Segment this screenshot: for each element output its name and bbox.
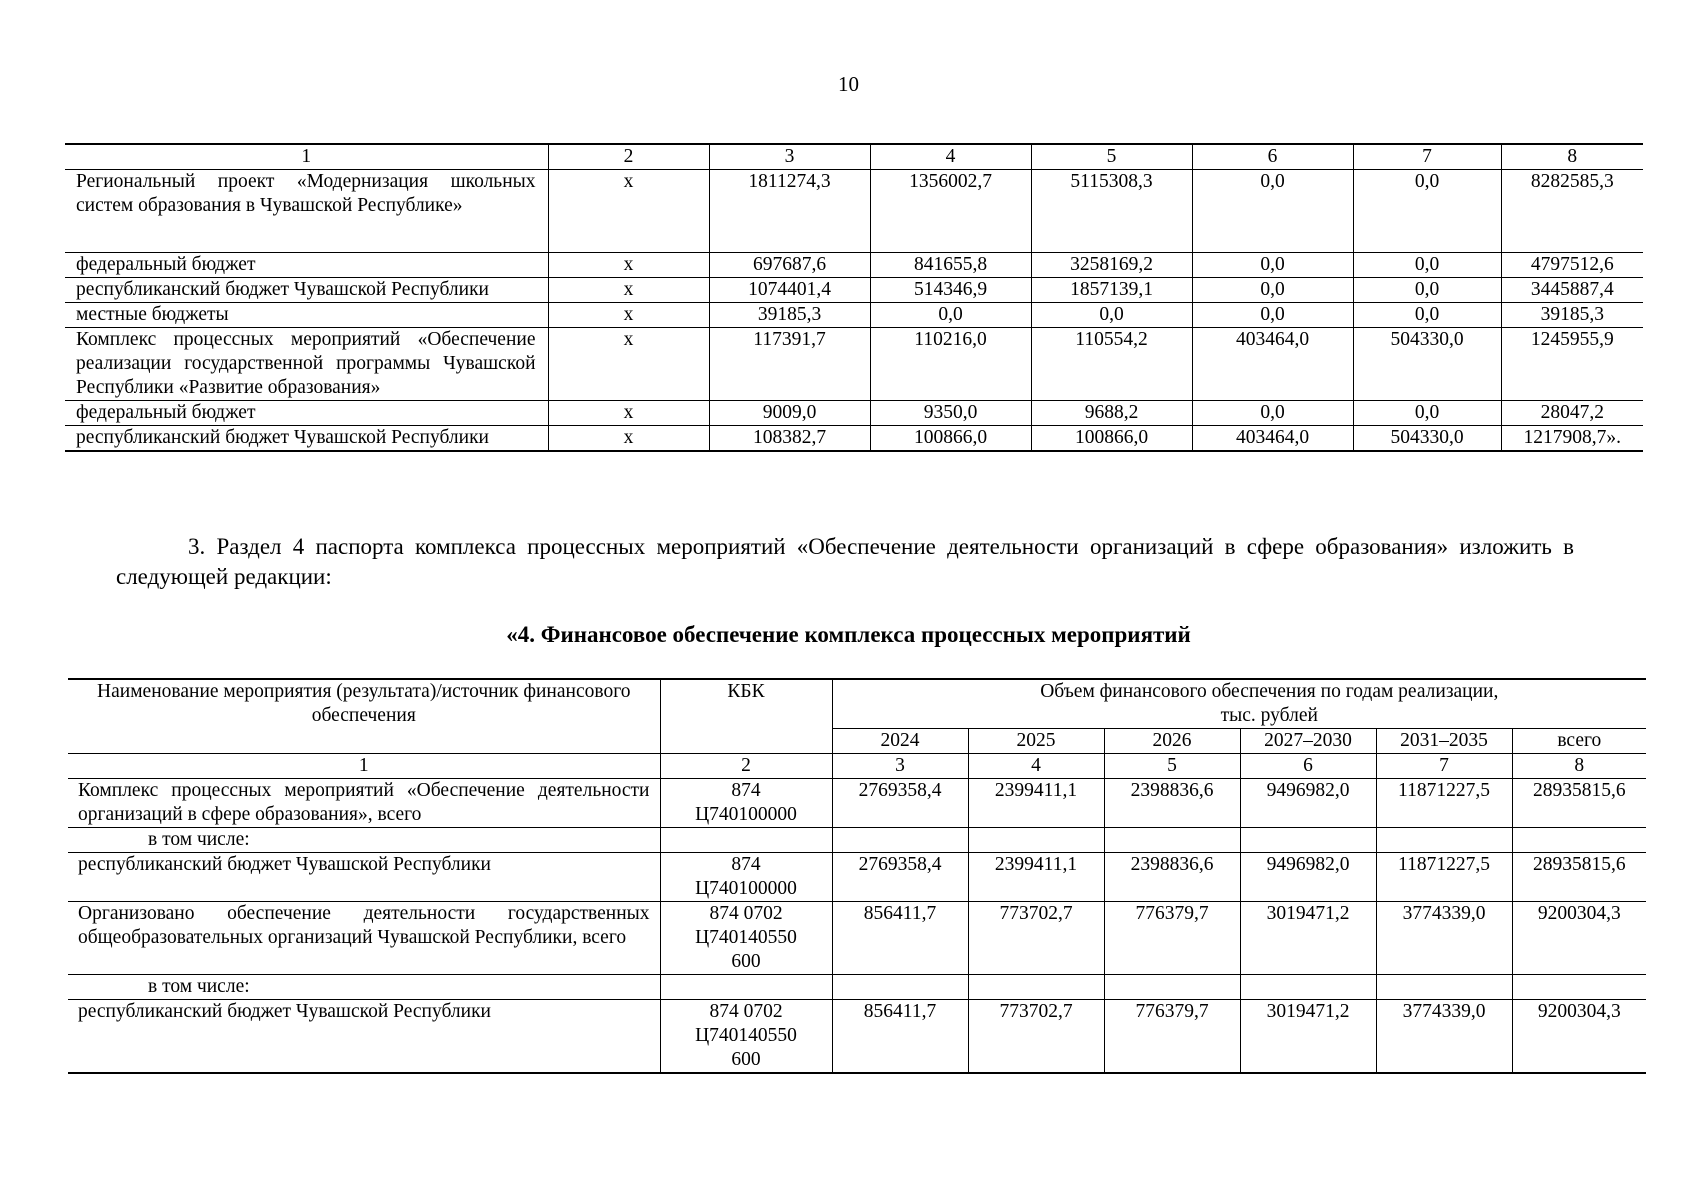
value-cell: 1356002,7 bbox=[870, 170, 1031, 253]
row-name: в том числе: bbox=[68, 975, 660, 1000]
value-cell bbox=[1376, 828, 1512, 853]
kbk-cell: х bbox=[548, 401, 709, 426]
value-cell: 28047,2 bbox=[1501, 401, 1643, 426]
value-cell bbox=[832, 828, 968, 853]
year-header: 2031–2035 bbox=[1376, 729, 1512, 754]
value-cell bbox=[1512, 975, 1646, 1000]
value-cell: 403464,0 bbox=[1192, 328, 1353, 401]
value-cell: 117391,7 bbox=[709, 328, 870, 401]
value-cell: 0,0 bbox=[1353, 401, 1501, 426]
table-row bbox=[65, 170, 1643, 253]
kbk-cell bbox=[660, 828, 832, 853]
row-name: республиканский бюджет Чувашской Республики bbox=[68, 853, 660, 902]
row-name: республиканский бюджет Чувашской Республики bbox=[65, 426, 548, 452]
value-cell: 0,0 bbox=[1192, 278, 1353, 303]
value-cell: 28935815,6 bbox=[1512, 779, 1646, 828]
value-cell: 0,0 bbox=[1192, 401, 1353, 426]
kbk-cell bbox=[660, 902, 832, 975]
value-cell: 0,0 bbox=[1353, 278, 1501, 303]
row-name: Региональный проект «Модернизация школьных систем образования в Чувашской Республике» bbox=[65, 170, 548, 253]
year-header: 2026 bbox=[1104, 729, 1240, 754]
value-cell: 9350,0 bbox=[870, 401, 1031, 426]
funding-table-continued bbox=[65, 143, 1643, 452]
value-cell: 504330,0 bbox=[1353, 426, 1501, 452]
value-cell bbox=[1512, 828, 1646, 853]
value-cell: 0,0 bbox=[870, 303, 1031, 328]
column-number: 2 bbox=[548, 144, 709, 170]
column-number: 5 bbox=[1031, 144, 1192, 170]
column-number: 8 bbox=[1501, 144, 1643, 170]
value-cell: 0,0 bbox=[1031, 303, 1192, 328]
kbk-cell: х bbox=[548, 303, 709, 328]
value-cell: 2398836,6 bbox=[1104, 779, 1240, 828]
value-cell: 3019471,2 bbox=[1240, 902, 1376, 975]
kbk-line: 874 bbox=[731, 780, 761, 801]
financing-table bbox=[68, 678, 1646, 1074]
value-cell: 773702,7 bbox=[968, 902, 1104, 975]
value-cell bbox=[968, 975, 1104, 1000]
kbk-line: Ц740140550 bbox=[695, 1025, 797, 1046]
value-cell: 9496982,0 bbox=[1240, 853, 1376, 902]
kbk-cell bbox=[660, 779, 832, 828]
value-cell: 697687,6 bbox=[709, 253, 870, 278]
table-row bbox=[68, 828, 1646, 853]
value-cell: 856411,7 bbox=[832, 902, 968, 975]
value-cell: 4797512,6 bbox=[1501, 253, 1643, 278]
value-cell bbox=[1376, 975, 1512, 1000]
kbk-cell: х bbox=[548, 426, 709, 452]
value-cell: 100866,0 bbox=[870, 426, 1031, 452]
value-cell: 856411,7 bbox=[832, 1000, 968, 1074]
row-name: республиканский бюджет Чувашской Республики bbox=[65, 278, 548, 303]
row-name: республиканский бюджет Чувашской Республики bbox=[68, 1000, 660, 1074]
value-cell bbox=[832, 975, 968, 1000]
table-row bbox=[68, 975, 1646, 1000]
column-number: 7 bbox=[1353, 144, 1501, 170]
row-name: Комплекс процессных мероприятий «Обеспечение деятельности организаций в сфере образования», всего bbox=[68, 779, 660, 828]
value-cell: 0,0 bbox=[1353, 253, 1501, 278]
value-cell: 1217908,7». bbox=[1501, 426, 1643, 452]
value-cell: 8282585,3 bbox=[1501, 170, 1643, 253]
value-cell bbox=[1104, 828, 1240, 853]
header-kbk: КБК bbox=[660, 679, 832, 754]
column-number-row bbox=[68, 754, 1646, 779]
value-cell: 3258169,2 bbox=[1031, 253, 1192, 278]
value-cell: 5115308,3 bbox=[1031, 170, 1192, 253]
value-cell: 39185,3 bbox=[1501, 303, 1643, 328]
column-number: 4 bbox=[968, 754, 1104, 779]
header-name: Наименование мероприятия (результата)/источник финансового обеспечения bbox=[68, 679, 660, 754]
row-name: Организовано обеспечение деятельности государственных общеобразовательных организаций Чувашской Республики, всего bbox=[68, 902, 660, 975]
column-number: 3 bbox=[832, 754, 968, 779]
table-row bbox=[65, 401, 1643, 426]
kbk-line: 874 0702 bbox=[709, 1001, 783, 1022]
value-cell: 3774339,0 bbox=[1376, 1000, 1512, 1074]
kbk-line: 600 bbox=[731, 951, 761, 972]
value-cell: 0,0 bbox=[1192, 253, 1353, 278]
value-cell: 2399411,1 bbox=[968, 853, 1104, 902]
kbk-line: 874 0702 bbox=[709, 903, 783, 924]
value-cell: 2769358,4 bbox=[832, 779, 968, 828]
header-row bbox=[68, 679, 1646, 729]
column-number: 5 bbox=[1104, 754, 1240, 779]
table-row bbox=[68, 902, 1646, 975]
table-row bbox=[65, 426, 1643, 452]
value-cell: 1245955,9 bbox=[1501, 328, 1643, 401]
value-cell bbox=[1240, 828, 1376, 853]
value-cell: 776379,7 bbox=[1104, 1000, 1240, 1074]
row-name: федеральный бюджет bbox=[65, 401, 548, 426]
value-cell: 9496982,0 bbox=[1240, 779, 1376, 828]
value-cell: 0,0 bbox=[1353, 303, 1501, 328]
table-row bbox=[65, 328, 1643, 401]
value-cell: 9009,0 bbox=[709, 401, 870, 426]
value-cell: 9688,2 bbox=[1031, 401, 1192, 426]
value-cell: 3019471,2 bbox=[1240, 1000, 1376, 1074]
row-name: местные бюджеты bbox=[65, 303, 548, 328]
kbk-line: 874 bbox=[731, 854, 761, 875]
table-row bbox=[68, 779, 1646, 828]
column-number: 4 bbox=[870, 144, 1031, 170]
value-cell bbox=[1240, 975, 1376, 1000]
kbk-line: Ц740100000 bbox=[695, 804, 797, 825]
row-name: в том числе: bbox=[68, 828, 660, 853]
value-cell: 773702,7 bbox=[968, 1000, 1104, 1074]
value-cell: 9200304,3 bbox=[1512, 1000, 1646, 1074]
amendment-paragraph: 3. Раздел 4 паспорта комплекса процессных мероприятий «Обеспечение деятельности организаций в сфере образования» изложить в следующей редакции: bbox=[116, 534, 1574, 589]
column-number: 6 bbox=[1192, 144, 1353, 170]
value-cell: 9200304,3 bbox=[1512, 902, 1646, 975]
kbk-cell: х bbox=[548, 253, 709, 278]
header-volume: Объем финансового обеспечения по годам реализации, тыс. рублей bbox=[832, 679, 1646, 729]
row-name: федеральный бюджет bbox=[65, 253, 548, 278]
value-cell: 2398836,6 bbox=[1104, 853, 1240, 902]
value-cell: 403464,0 bbox=[1192, 426, 1353, 452]
kbk-line: Ц740100000 bbox=[695, 878, 797, 899]
year-header: всего bbox=[1512, 729, 1646, 754]
value-cell: 0,0 bbox=[1192, 170, 1353, 253]
value-cell: 110216,0 bbox=[870, 328, 1031, 401]
column-number: 8 bbox=[1512, 754, 1646, 779]
column-number: 1 bbox=[68, 754, 660, 779]
value-cell: 2769358,4 bbox=[832, 853, 968, 902]
value-cell: 100866,0 bbox=[1031, 426, 1192, 452]
kbk-cell: х bbox=[548, 278, 709, 303]
value-cell: 3445887,4 bbox=[1501, 278, 1643, 303]
value-cell: 776379,7 bbox=[1104, 902, 1240, 975]
column-number: 3 bbox=[709, 144, 870, 170]
kbk-line: 600 bbox=[731, 1049, 761, 1070]
kbk-cell bbox=[660, 975, 832, 1000]
row-name: Комплекс процессных мероприятий «Обеспечение реализации государственной программы Чувашской Республики «Развитие образования» bbox=[65, 328, 548, 401]
value-cell: 514346,9 bbox=[870, 278, 1031, 303]
value-cell: 39185,3 bbox=[709, 303, 870, 328]
year-header: 2027–2030 bbox=[1240, 729, 1376, 754]
value-cell: 0,0 bbox=[1192, 303, 1353, 328]
value-cell: 108382,7 bbox=[709, 426, 870, 452]
value-cell: 3774339,0 bbox=[1376, 902, 1512, 975]
value-cell: 11871227,5 bbox=[1376, 853, 1512, 902]
table-row bbox=[68, 853, 1646, 902]
value-cell: 504330,0 bbox=[1353, 328, 1501, 401]
value-cell: 11871227,5 bbox=[1376, 779, 1512, 828]
value-cell bbox=[968, 828, 1104, 853]
value-cell: 2399411,1 bbox=[968, 779, 1104, 828]
value-cell bbox=[1104, 975, 1240, 1000]
kbk-line: Ц740140550 bbox=[695, 927, 797, 948]
value-cell: 1857139,1 bbox=[1031, 278, 1192, 303]
value-cell: 1811274,3 bbox=[709, 170, 870, 253]
year-header: 2025 bbox=[968, 729, 1104, 754]
kbk-cell bbox=[660, 1000, 832, 1074]
column-number: 2 bbox=[660, 754, 832, 779]
section-heading: «4. Финансовое обеспечение комплекса процессных мероприятий bbox=[506, 622, 1191, 647]
kbk-cell: х bbox=[548, 328, 709, 401]
value-cell: 110554,2 bbox=[1031, 328, 1192, 401]
table-row bbox=[68, 1000, 1646, 1074]
table-row bbox=[65, 253, 1643, 278]
value-cell: 28935815,6 bbox=[1512, 853, 1646, 902]
column-number: 6 bbox=[1240, 754, 1376, 779]
value-cell: 1074401,4 bbox=[709, 278, 870, 303]
kbk-cell bbox=[660, 853, 832, 902]
column-number: 7 bbox=[1376, 754, 1512, 779]
year-header: 2024 bbox=[832, 729, 968, 754]
kbk-cell: х bbox=[548, 170, 709, 253]
value-cell: 841655,8 bbox=[870, 253, 1031, 278]
column-number-row bbox=[65, 144, 1643, 170]
table-row bbox=[65, 303, 1643, 328]
page-number: 10 bbox=[838, 72, 859, 96]
value-cell: 0,0 bbox=[1353, 170, 1501, 253]
column-number: 1 bbox=[65, 144, 548, 170]
table-row bbox=[65, 278, 1643, 303]
